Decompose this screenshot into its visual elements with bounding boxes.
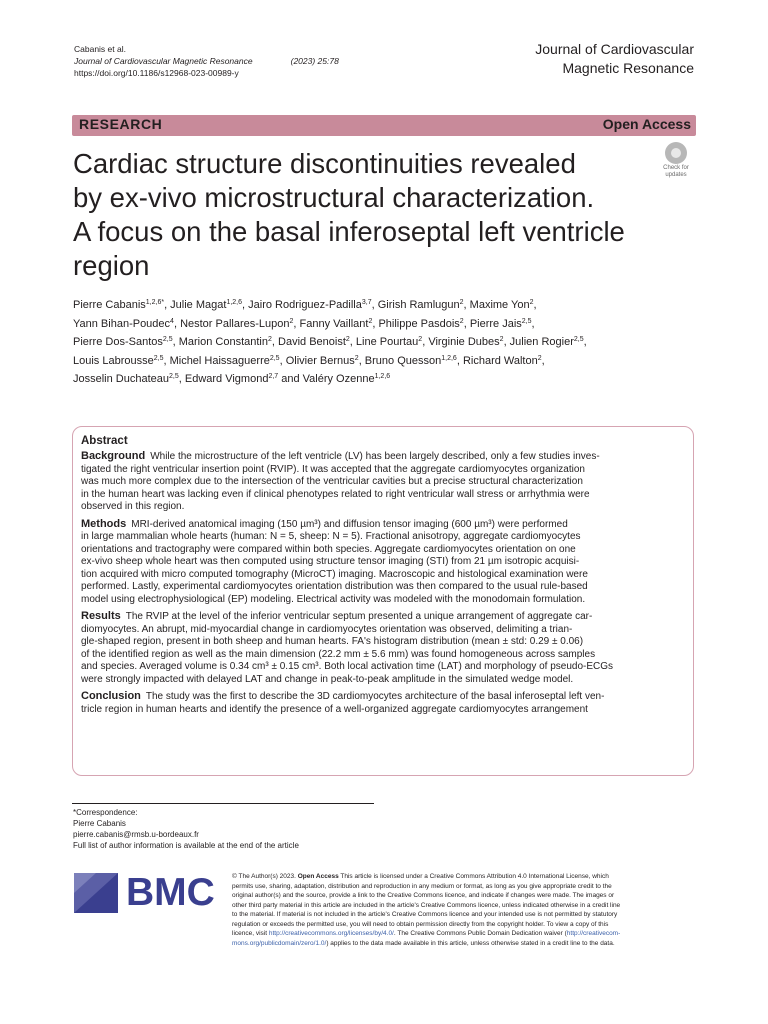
author-name[interactable]: , Fanny Vaillant: [293, 317, 369, 330]
author-name[interactable]: ,: [531, 317, 535, 330]
abstract-text: in large mammalian whole hearts (human: N = 5, sheep: N = 5). Fractional anisotropy, aggregate cardiomyocytes: [81, 531, 581, 542]
author-affiliation-sup: 2: [459, 317, 464, 325]
abstract-section: [81, 450, 685, 514]
author-name[interactable]: , Girish Ramlugun: [371, 299, 460, 311]
journal-name-line: Magnetic Resonance: [562, 60, 694, 76]
author-affiliation-sup: 3,7: [361, 299, 372, 306]
doi-link[interactable]: https://doi.org/10.1186/s12968-023-00989-y: [74, 68, 239, 78]
abstract-section-heading: Conclusion: [81, 690, 141, 702]
author-affiliation-sup: 2: [368, 317, 373, 325]
abstract-line: [81, 674, 685, 687]
author-affiliation-sup: 2: [499, 336, 504, 344]
title-line: A focus on the basal inferoseptal left ventricle: [73, 216, 625, 247]
license-line: [232, 939, 697, 949]
year-volume: (2023) 25:78: [290, 56, 339, 66]
author-list: [73, 296, 697, 389]
publisher-logo: [74, 873, 219, 913]
license-line: [232, 882, 697, 892]
abstract-section-heading: Results: [81, 610, 121, 622]
abstract-line: [81, 476, 685, 489]
author-name[interactable]: , Edward Vigmond: [178, 373, 269, 386]
section-label: RESEARCH: [79, 116, 163, 132]
abstract-line: [81, 636, 685, 649]
abstract-line: [81, 501, 685, 514]
correspondence-block: [73, 807, 299, 851]
author-name[interactable]: , Philippe Pasdois: [372, 317, 460, 330]
author-name[interactable]: , David Benoist: [271, 336, 346, 349]
abstract-text: ex-vivo sheep whole heart was then computed using structure tensor imaging (STI) from 21 µm isotropic acquisi-: [81, 556, 580, 567]
abstract-text: and species. Averaged volume is 0.34 cm³ ± 0.15 cm³. Both local activation time (LAT) and morphology of pseudo-ECGs: [81, 661, 614, 672]
author-name[interactable]: , Line Pourtau: [349, 336, 419, 349]
author-name[interactable]: , Maxime Yon: [463, 299, 530, 311]
license-text: licence, visit: [232, 930, 269, 937]
abstract-text: The RVIP at the level of the inferior ventricular septum presented a unique arrangement of aggregate car-: [125, 611, 593, 622]
abstract-text: of the identified region as well as the main dimension (22.2 mm ± 5.6 mm) was found homogeneous across samples: [81, 648, 596, 660]
author-name[interactable]: , Nestor Pallares-Lupon: [173, 317, 290, 330]
check-for-updates-label: [656, 165, 696, 178]
license-text: This article is licensed under a Creative Commons Attribution 4.0 International License, which: [338, 873, 609, 880]
abstract-text: model using electrophysiological (EP) modeling. Electrical activity was modeled with the monodomain formulation.: [81, 593, 586, 605]
license-text: original author(s) and the source, provide a link to the Creative Commons licence, and indicate if changes were made. The images or: [232, 892, 615, 899]
abstract-text: were strongly impacted with delayed LAT and change in peak-to-peak amplitude in the simulated wedge model.: [81, 673, 574, 685]
author-affiliation-sup: 2,5: [169, 373, 179, 381]
author-affiliation-sup: 1,2,6: [441, 354, 457, 362]
author-affiliation-sup: 2: [268, 336, 272, 344]
abstract-text: tion acquired with micro computed tomography (MicroCT) imaging. Macroscopic and histological examination were: [81, 568, 588, 580]
abstract-line: [81, 450, 685, 464]
author-name[interactable]: , Virginie Dubes: [422, 336, 500, 349]
author-affiliation-sup: 2: [529, 299, 534, 306]
abstract-text: While the microstructure of the left ventricle (LV) has been largely described, only a few studies inves-: [150, 451, 600, 462]
license-text: ) applies to the data made available in this article, unless otherwise stated in a credit line to the data.: [326, 939, 615, 947]
license-link[interactable]: http://creativecom-: [566, 930, 621, 937]
author-name[interactable]: , Jairo Rodriguez-Padilla: [242, 299, 362, 311]
correspondence-label: *Correspondence:: [73, 808, 138, 817]
author-name[interactable]: , Olivier Bernus: [279, 354, 355, 367]
license-text: to the material. If material is not included in the article's Creative Commons licence and your intended use is not permitted by statutory: [232, 911, 618, 918]
abstract-text: was much more complex due to the intersection of the ventricular cavities but a precise structural characterization: [81, 476, 583, 487]
author-name[interactable]: Louis Labrousse: [73, 354, 154, 367]
abstract-text: gle-shaped region, present in both sheep and human hearts. FA's histogram distribution (mean ± std: 0.29 ± 0.06): [81, 636, 584, 647]
check-for-updates-badge[interactable]: [656, 142, 696, 182]
abstract-line: [81, 531, 685, 544]
author-affiliation-sup: 2,5: [162, 336, 173, 344]
author-name[interactable]: Yann Bihan-Poudec: [73, 317, 171, 330]
license-text: regulation or exceeds the permitted use, you will need to obtain permission directly from the copyright holder. To view a copy of this: [232, 920, 609, 928]
abstract-line: [81, 489, 685, 502]
abstract-line: [81, 544, 685, 557]
abstract-line: [81, 649, 685, 662]
author-name[interactable]: Pierre Cabanis: [73, 299, 146, 311]
abstract-line: [81, 661, 685, 674]
author-name[interactable]: , Pierre Jais: [463, 317, 522, 330]
license-line: [232, 910, 697, 920]
abstract-line: [81, 464, 685, 477]
license-text: . The Creative Commons Public Domain Dedication waiver (: [393, 930, 567, 937]
authors-short: Cabanis et al.: [74, 44, 126, 54]
author-line: [73, 352, 697, 371]
author-name[interactable]: , Michel Haissaguerre: [163, 354, 270, 367]
running-header: [74, 43, 339, 79]
open-access-emphasis: Open Access: [297, 873, 339, 880]
author-affiliation-sup: 2,5: [269, 354, 280, 362]
abstract-section: [81, 518, 685, 607]
license-text: other third party material in this article are included in the article's Creative Commons licence, unless indicated otherwise in a credit line: [232, 901, 621, 909]
abstract-line: [81, 624, 685, 637]
article-title: [73, 147, 653, 283]
author-name[interactable]: Pierre Dos-Santos: [73, 336, 163, 349]
license-line: [232, 891, 697, 901]
abstract-section-heading: Background: [81, 450, 146, 462]
title-line: Cardiac structure discontinuities revealed: [73, 148, 576, 179]
abstract-title: Abstract: [81, 435, 128, 447]
license-text: permits use, sharing, adaptation, distribution and reproduction in any medium or format, as long as you give appropriate credit to the: [232, 882, 612, 890]
correspondence-email[interactable]: pierre.cabanis@rmsb.u-bordeaux.fr: [73, 830, 199, 839]
author-affiliation-sup: 2: [354, 354, 359, 362]
journal-name: [535, 40, 694, 78]
author-line: [73, 333, 697, 352]
author-name[interactable]: , Richard Walton: [456, 354, 538, 367]
author-affiliation-sup: 1,2,6*: [145, 299, 165, 306]
abstract-section: [81, 610, 685, 686]
author-info-note: Full list of author information is available at the end of the article: [73, 841, 299, 850]
author-affiliation-sup: 2: [459, 299, 464, 306]
abstract-section-heading: Methods: [81, 517, 127, 530]
author-affiliation-sup: 2: [537, 354, 542, 362]
check-for-updates-line: Check for: [663, 165, 689, 171]
author-affiliation-sup: 2,5: [573, 336, 584, 344]
license-link[interactable]: mons.org/publicdomain/zero/1.0/: [232, 939, 327, 947]
author-line: [73, 370, 697, 389]
author-affiliation-sup: 1,2,6: [226, 299, 243, 306]
author-line: [73, 296, 697, 315]
abstract-text: orientations and tractography were compared within both species. Aggregate cardiomyocytes orientation on one: [81, 543, 576, 555]
author-line: [73, 315, 697, 334]
abstract-section: [81, 690, 685, 716]
abstract-text: The study was the first to describe the 3D cardiomyocytes architecture of the basal inferoseptal left ven-: [145, 691, 605, 702]
abstract-text: performed. Lastly, experimental cardiomyocytes orientation distribution was then compared to the usual rule-based: [81, 581, 588, 592]
footnote-rule: [72, 803, 374, 804]
abstract-line: [81, 556, 685, 569]
open-access-label: Open Access: [602, 116, 691, 132]
author-affiliation-sup: 2: [345, 336, 350, 344]
author-name[interactable]: , Bruno Quesson: [358, 354, 442, 367]
author-name[interactable]: ,: [583, 336, 587, 349]
title-line: region: [73, 250, 150, 281]
author-affiliation-sup: 1,2,6: [374, 373, 391, 381]
license-link[interactable]: http://creativecommons.org/licenses/by/4.0/: [268, 930, 394, 937]
author-affiliation-sup: 2,7: [268, 373, 279, 381]
author-affiliation-sup: 4: [170, 317, 174, 325]
correspondence-name: Pierre Cabanis: [73, 819, 126, 828]
author-name[interactable]: ,: [533, 299, 537, 311]
abstract-text: tigated the right ventricular insertion point (RVIP). It was accepted that the aggregate cardiomyocytes organization: [81, 463, 585, 475]
author-affiliation-sup: 2: [418, 336, 423, 344]
author-affiliation-sup: 2,5: [521, 317, 532, 325]
bmc-logo-icon: [74, 873, 118, 913]
journal-name-line: Journal of Cardiovascular: [535, 41, 694, 57]
section-banner: [72, 115, 696, 136]
abstract-text: tricle region in human hearts and identify the presence of a well-organized aggregate cardiomyocytes arrangement: [81, 703, 588, 715]
license-text: © The Author(s) 2023.: [232, 873, 298, 880]
journal-citation: Journal of Cardiovascular Magnetic Resonance: [74, 56, 253, 66]
check-for-updates-icon: [665, 142, 687, 164]
abstract-line: [81, 704, 685, 717]
abstract-line: [81, 610, 685, 624]
abstract-line: [81, 518, 685, 532]
license-line: [232, 872, 697, 882]
bmc-logo-text: BMC: [126, 871, 215, 914]
check-for-updates-line: updates: [665, 171, 687, 178]
license-line: [232, 901, 697, 911]
abstract-text: diomyocytes. An abrupt, mid-myocardial change in cardiomyocytes orientation was observed, delimiting a trian-: [81, 623, 573, 635]
author-affiliation-sup: 2,5: [153, 354, 164, 362]
author-name[interactable]: , Marion Constantin: [172, 336, 268, 349]
license-line: [232, 920, 697, 930]
abstract-text: in the human heart was lacking even if clinical phenotypes related to right ventricular wall stress or arrhythmia were: [81, 488, 590, 500]
title-line: by ex-vivo microstructural characterization.: [73, 182, 595, 213]
abstract-line: [81, 569, 685, 582]
author-name[interactable]: and Valéry Ozenne: [278, 373, 375, 386]
author-name[interactable]: ,: [541, 354, 545, 367]
author-name[interactable]: , Julien Rogier: [503, 336, 574, 349]
abstract-box: [72, 426, 694, 776]
author-name[interactable]: , Julie Magat: [164, 299, 227, 311]
abstract-line: [81, 581, 685, 594]
license-line: [232, 929, 697, 939]
abstract-line: [81, 594, 685, 607]
author-name[interactable]: Josselin Duchateau: [73, 373, 170, 386]
abstract-text: observed in this region.: [81, 501, 185, 512]
abstract-text: MRI-derived anatomical imaging (150 µm³) and diffusion tensor imaging (600 µm³) were performed: [131, 518, 568, 530]
author-affiliation-sup: 2: [289, 317, 294, 325]
license-statement: [232, 872, 697, 948]
abstract-line: [81, 690, 685, 704]
